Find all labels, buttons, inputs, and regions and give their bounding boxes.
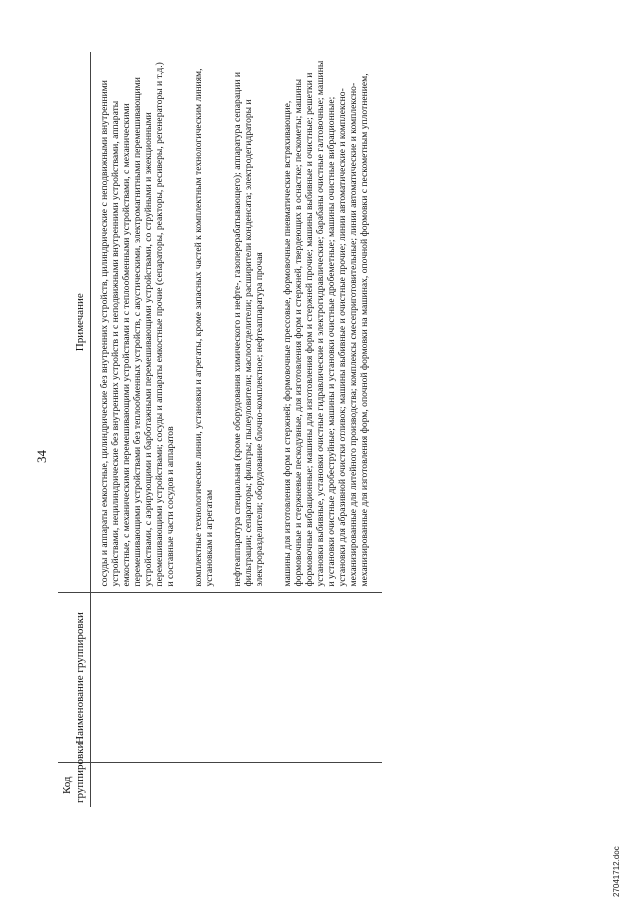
header-group-name: Наименование группировки (58, 593, 91, 763)
cell-group-name (277, 593, 382, 763)
cell-code (188, 763, 227, 807)
header-code: Код группировки (58, 763, 91, 807)
cell-code (277, 763, 382, 807)
table-row (91, 52, 189, 807)
cell-group-name (91, 593, 189, 763)
page-number: 34 (34, 450, 49, 463)
table-row (227, 52, 277, 807)
table-row (277, 52, 382, 807)
cell-group-name (227, 593, 277, 763)
cell-note: нефтеаппаратура специальная (кроме оборудования химического и нефте-, газоперерабатывающего); аппаратура сепарации и фильтрации; сепараторы; фильтры; пылеуловители; маслоотделители; расширители конденсата; электродегидраторы и электроразделители; оборудование блочно-комплектное; нефтеаппаратура прочая (227, 52, 277, 593)
file-code: 27041712.doc (612, 846, 621, 897)
table-row (188, 52, 227, 807)
classification-table (58, 52, 382, 807)
cell-note: сосуды и аппараты емкостные, цилиндрические без внутренних устройств, цилиндрические с неподвижными внутренними устройствами, нецилиндрические без внутренних устройств и с неподвижными внутренними устройствами, аппараты емкостные, с механическими перемешивающими устройствами и с теплообменными устройствами, с механическими перемешивающими устройствами без теплообменных устройств, с акустическими, электромагнитными перемешивающими устройствами, с аэрирующими и барботажными перемешивающими устройствами, со струйными и эжекционными перемешивающими устройствами; сосуды и аппараты емкостные прочие (сепараторы, реакторы, ресиверы, регенераторы и т.д.) и составные части сосудов и аппаратов (91, 52, 189, 593)
cell-code (227, 763, 277, 807)
cell-note: машины для изготовления форм и стержней; формовочные прессовые, формовочные пневматические встряхивающие, формовочные и стержневые пескодувные, для изготовления форм и стержней, твердеющих в оснастке; пескометы; машины формовочные вибрационные; машины для изготовления форм и стержней прочие; машины выбивные и очистные; решетки и установки выбивные, установки очистные гидравлические и электрогидравлические; барабаны очистные галтовочные; машины и установки очистные дробеструйные; машины и установки очистные дробеметные; машины очистные вибрационные; установки для абразивной очистки отливок; машины выбивные и очистные прочие; линии автоматические и комплексно-механизированные для литейного производства; комплексы смесеприготовительные; линии автоматические и комплексно-механизированные для изготовления форм, опочной формовки на машинах, опочной формовки с пескометным уплотнением, (277, 52, 382, 593)
cell-note: комплектные технологические линии, установки и агрегаты, кроме запасных частей к комплектным технологическим линиям, установкам и агрегатам (188, 52, 227, 593)
cell-code (91, 763, 189, 807)
header-note: Примечание (58, 52, 91, 593)
cell-group-name (188, 593, 227, 763)
table-header-row (58, 52, 91, 807)
